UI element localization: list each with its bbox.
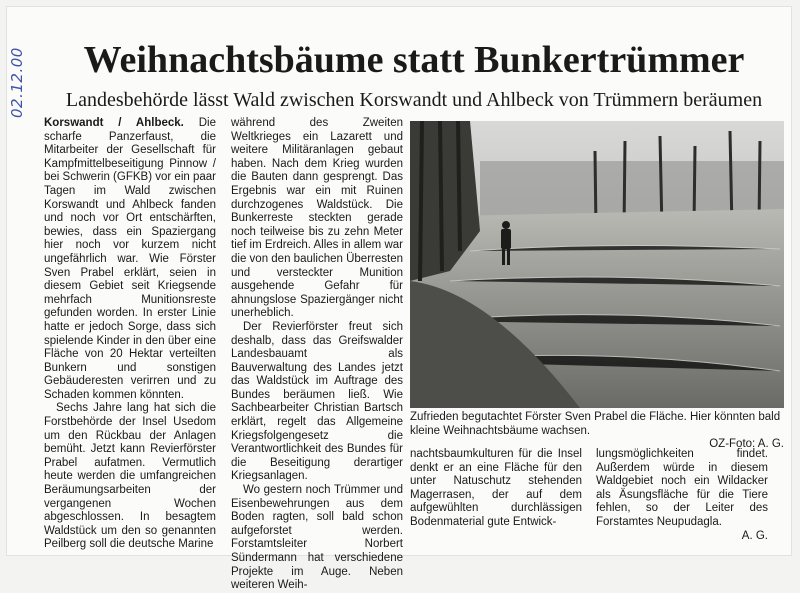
photo-caption [410, 411, 784, 452]
column1-paragraph-1 [44, 117, 216, 402]
article-column-1 [44, 117, 216, 552]
article-column-3 [410, 448, 582, 530]
column3-text: nachtsbaumkulturen für die Insel denkt er an eine Fläche für den unter Natuschutz stehenden Magerrasen, der auf dem aufgewühlten durchlässigen Bodenmaterial gute Entwick- [410, 448, 582, 528]
dateline: Korswandt / Ahlbeck. [44, 117, 184, 129]
photo-illustration [410, 121, 784, 408]
article-column-4 [596, 448, 768, 543]
photo-credit: OZ-Foto: A. G. [709, 438, 784, 451]
caption-text: Zufrieden begutachtet Förster Sven Prabel die Fläche. Hier könnten bald kleine Weihnachtsbäume wachsen. [410, 411, 781, 437]
headline: Weihnachtsbäume statt Bunkertrümmer [83, 39, 745, 81]
column2-paragraph-1: während des Zweiten Weltkrieges ein Lazarett und weitere Militäranlagen gebaut haben. Nach dem Krieg wurden die Bauten dann gesprengt. Das Ergebnis war ein mit Ruinen durchzogenes Waldstück. Die Bunkerreste steckten gerade noch teilweise bis zu zehn Meter tief im Erdreich. Alles in allem war die von den baulichen Überresten und versteckter Munition ausgehende Gefahr für ahnungslose Spaziergänger nicht unerheblich. [231, 117, 403, 320]
column4-text: lungsmöglichkeiten findet. Außerdem würde in diesem Waldgebiet noch ein Wildacker als Äsungsfläche für die Tiere fehlen, so der Leiter des Forstamtes Neupudagla. [596, 448, 768, 528]
article-column-2 [231, 117, 403, 593]
column1-text-1: Die scharfe Panzerfaust, die Mitarbeiter der Gesellschaft für Kampfmittelbeseitigung Pinnow / bei Schwerin (GFKB) vor ein paar Tagen im Wald zwischen Korswandt und Ahlbeck fanden und noch vor Ort entschärften, bewies, dass ein Spaziergang hier noch vor kurzem nicht ungefährlich war. Wie Förster Sven Prabel erklärt, seien in diesem Gebiet seit Kriegsende mehrfach Munitionsreste gefunden worden. In erster Linie hatte er jedoch Sorge, dass sich spielende Kinder in den über eine Fläche von 20 Hektar verteilten Bunkern und sonstigen Gebäuderesten verirren und zu Schaden kommen könnten. [44, 117, 216, 401]
column1-paragraph-2: Sechs Jahre lang hat sich die Forstbehörde der Insel Usedom um den Rückbau der Anlagen bemüht. Jetzt kann Revierförster Prabel aufatmen. Vermutlich heute werden die umfangreichen Beräumungsarbeiten der vergangenen Wochen abgeschlossen. In besagtem Waldstück um den so genannten Peilberg soll die deutsche Marine [44, 402, 216, 551]
column2-paragraph-3: Wo gestern noch Trümmer und Eisenbewehrungen aus dem Boden ragten, soll bald schon aufgeforstet werden. Forstamtsleiter Norbert Sündermann hat verschiedene Projekte im Auge. Neben weiteren Weih- [231, 484, 403, 592]
column2-paragraph-2: Der Revierförster freut sich deshalb, dass das Greifswalder Landesbauamt als Bauverwaltung des Landes jetzt das Waldstück im Auftrage des Bundes beräumen ließ. Wie Sachbearbeiter Christian Bartsch erklärt, regelt das Allgemeine Kriegsfolgengesetz die Verantwortlichkeit des Bundes für die Beseitigung derartiger Kriegsanlagen. [231, 320, 403, 483]
handwritten-date: 02.12.00 [8, 47, 26, 118]
author-signature: A. G. [741, 529, 768, 542]
forest-clearing-photo [410, 121, 784, 408]
subheadline: Landesbehörde lässt Wald zwischen Korswandt und Ahlbeck von Trümmern beräumen [65, 89, 763, 111]
